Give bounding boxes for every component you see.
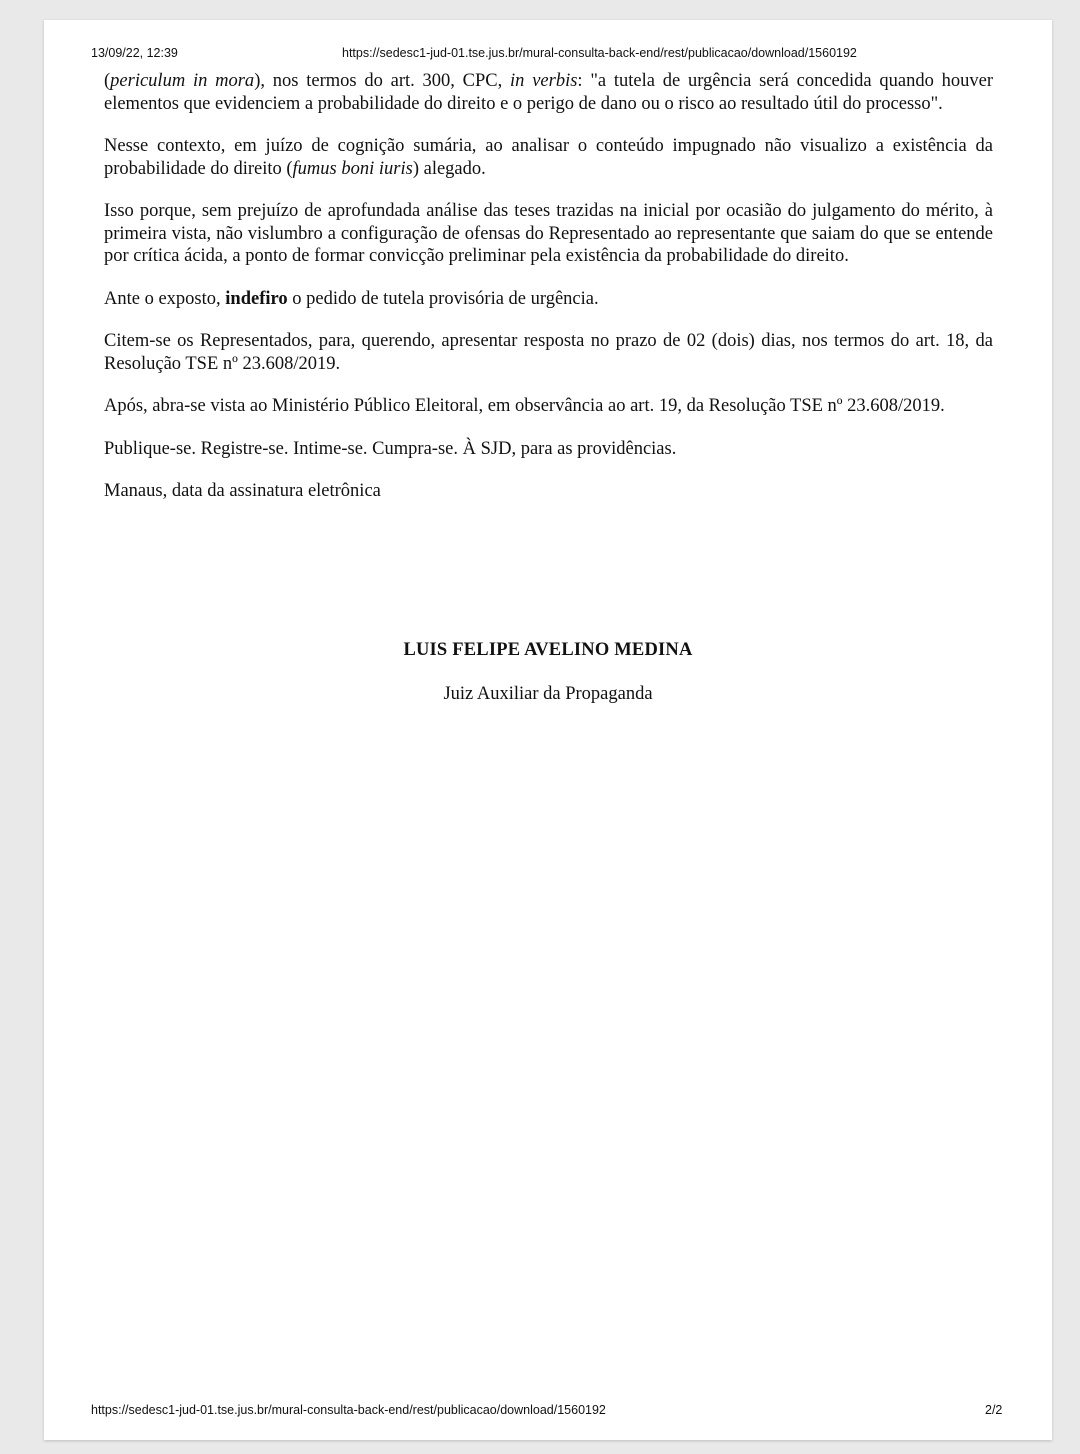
- signature-role: Juiz Auxiliar da Propaganda: [443, 684, 653, 704]
- paragraph-urgency: [104, 70, 993, 115]
- paragraph-place-date: Manaus, data da assinatura eletrônica: [104, 481, 381, 501]
- paragraph-decision: [104, 288, 993, 311]
- paragraph-publish: Publique-se. Registre-se. Intime-se. Cumpra-se. À SJD, para as providências.: [104, 438, 677, 459]
- italic-term: periculum in mora: [110, 71, 255, 91]
- paragraph-reasoning: Isso porque, sem prejuízo de aprofundada análise das teses trazidas na inicial por ocasião do julgamento do mérito, à primeira vista, não vislumbro a configuração de ofensas do Representado ao representante que saiam do que se entende por crítica ácida, a ponto de formar convicção preliminar pela existência da probabilidade do direito.: [104, 201, 993, 266]
- document-page: [44, 20, 1052, 1440]
- italic-term: in verbis: [510, 71, 578, 91]
- document-body: [104, 70, 993, 523]
- bold-term: indefiro: [225, 288, 288, 309]
- text-run: Nesse contexto, em juízo de cognição sumária, ao analisar o conteúdo impugnado não visualizo a existência da probabilidade do direito (: [104, 136, 993, 179]
- page-number: 2/2: [985, 1403, 1003, 1417]
- text-run: : "a tutela de urgência será concedida quando houver elementos que evidenciem a probabilidade do direito e o perigo de dano ou o risco ao resultado útil do processo".: [104, 71, 993, 114]
- text-run: o pedido de tutela provisória de urgência.: [287, 288, 599, 309]
- paragraph-context: [104, 135, 993, 180]
- footer-url: https://sedesc1-jud-01.tse.jus.br/mural-consulta-back-end/rest/publicacao/download/1560192: [91, 1403, 606, 1417]
- text-run: (: [104, 71, 111, 91]
- print-datetime: 13/09/22, 12:39: [91, 46, 178, 60]
- text-run: Ante o exposto,: [104, 288, 226, 309]
- signature-name: LUIS FELIPE AVELINO MEDINA: [403, 640, 693, 660]
- italic-term: fumus boni iuris: [292, 158, 413, 179]
- header-url: https://sedesc1-jud-01.tse.jus.br/mural-consulta-back-end/rest/publicacao/download/1560192: [342, 46, 857, 60]
- text-run: ), nos termos do art. 300, CPC,: [254, 71, 511, 91]
- paragraph-citation: Citem-se os Representados, para, querendo, apresentar resposta no prazo de 02 (dois) dias, nos termos do art. 18, da Resolução TSE nº 23.608/2019.: [104, 331, 993, 374]
- paragraph-ministry: Após, abra-se vista ao Ministério Público Eleitoral, em observância ao art. 19, da Resolução TSE nº 23.608/2019.: [104, 396, 945, 416]
- text-run: ) alegado.: [412, 158, 486, 179]
